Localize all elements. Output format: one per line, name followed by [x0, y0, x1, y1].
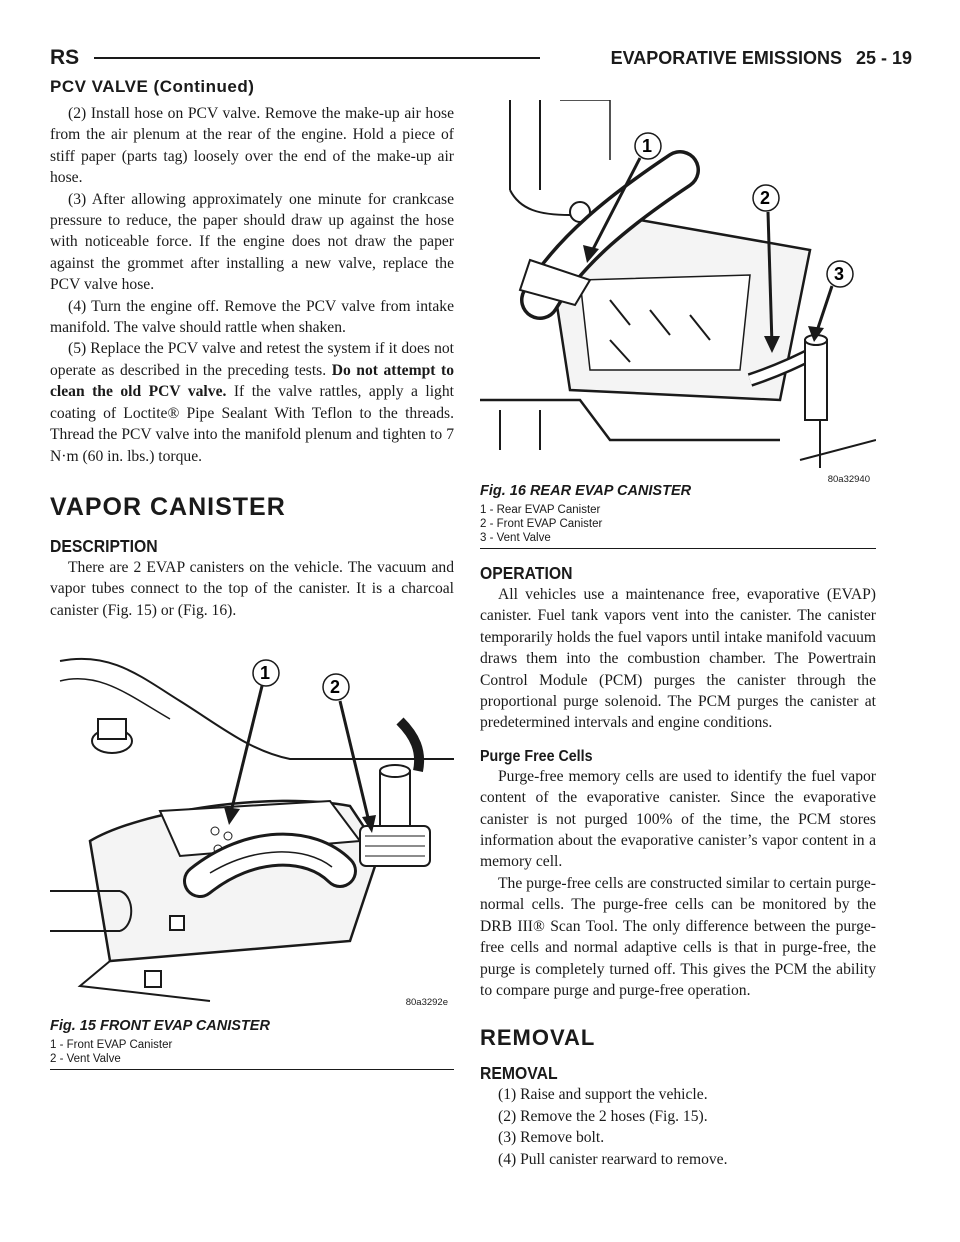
figure-16	[480, 100, 876, 549]
fig16-caption: Fig. 16 REAR EVAP CANISTER	[480, 483, 692, 499]
fig15-rule	[50, 1069, 454, 1070]
removal-subheading: REMOVAL	[480, 1063, 558, 1084]
paragraph-step-3: (3) After allowing approximately one minute for crankcase pressure to reduce, the paper should draw up against the hose with noticeable force. If the engine does not draw the paper against the grommet after installing a new valve, replace the PCV valve hose.	[50, 190, 454, 294]
removal-step: (2) Remove the 2 hoses (Fig. 15).	[498, 1107, 708, 1125]
page-number: 25 - 19	[855, 48, 912, 68]
fig16-code: 80a32940	[827, 474, 870, 485]
fig16-callout-1: 1	[642, 136, 653, 156]
fig16-legend-item: 2 - Front EVAP Canister	[480, 518, 603, 530]
fig15-callout-1: 1	[260, 663, 271, 684]
operation-paragraph: All vehicles use a maintenance free, evaporative (EVAP) canister. Fuel tank vapors vent into the canister. The canister temporarily holds the fuel vapors until intake manifold vacuum draws them into the combustion chamber. The Powertrain Control Module (PCM) purges the canister through the proportional purge solenoid. The PCM purges the canister at predetermined intervals and engine conditions.	[480, 586, 876, 732]
step-5-text-b: If the valve rattles, apply a light coating of Loctite® Pipe Sealant With Teflon to the threads. Thread the PCV valve into the manifold plenum and tighten to 7 N·m (60 in. lbs.) torque.	[50, 383, 454, 465]
paragraph-step-5	[50, 338, 454, 466]
fig16-legend-item: 1 - Rear EVAP Canister	[480, 504, 601, 516]
vapor-canister-heading: VAPOR CANISTER	[50, 492, 286, 521]
fig15-legend-item: 1 - Front EVAP Canister	[50, 1039, 173, 1052]
rear-evap-canister-illustration	[480, 100, 876, 468]
fig15-legend	[50, 1038, 454, 1066]
step-5-text-a: (5) Replace the PCV valve and retest the system if it does not operate as described in the preceding tests.	[50, 340, 454, 379]
removal-step: (1) Raise and support the vehicle.	[498, 1086, 708, 1104]
purge-free-cells-heading: Purge Free Cells	[480, 747, 593, 765]
paragraph-step-4: (4) Turn the engine off. Remove the PCV valve from intake manifold. The valve should rattle when shaken.	[50, 297, 454, 337]
purge-free-paragraph-1: Purge-free memory cells are used to identify the fuel vapor content of the evaporative canister. Since the evaporative canister is not purged 100% of the time, the PCM stores information about the evaporative canister’s vapor content in a memory cell.	[480, 767, 876, 871]
removal-step: (4) Pull canister rearward to remove.	[498, 1150, 728, 1168]
fig16-legend	[480, 503, 876, 545]
fig15-caption: Fig. 15 FRONT EVAP CANISTER	[50, 1018, 270, 1035]
fig15-callout-2: 2	[330, 677, 341, 698]
header-rule	[94, 57, 540, 59]
header-title	[611, 44, 912, 72]
fig16-callout-3: 3	[834, 264, 845, 284]
paragraph-step-2: (2) Install hose on PCV valve. Remove the make-up air hose from the air plenum at the rear of the engine. Hold a piece of stiff paper (parts tag) loosely over the end of the make-up air hose.	[50, 105, 454, 187]
header-manual-code: RS	[50, 46, 80, 69]
front-evap-canister-illustration	[50, 641, 454, 1011]
fig15-legend-item: 2 - Vent Valve	[50, 1053, 121, 1066]
figure-15	[50, 641, 454, 1070]
removal-step: (3) Remove bolt.	[498, 1129, 605, 1147]
description-heading: DESCRIPTION	[50, 535, 158, 556]
fig16-callout-2: 2	[760, 188, 771, 208]
step-5-warning: Do not attempt to clean the old PCV valve.	[50, 361, 454, 401]
left-column	[50, 103, 454, 1070]
header-section-title: EVAPORATIVE EMISSIONS	[610, 48, 842, 68]
fig16-legend-item: 3 - Vent Valve	[480, 532, 551, 544]
fig16-rule	[480, 548, 876, 549]
operation-heading: OPERATION	[480, 563, 573, 583]
purge-free-paragraph-2: The purge-free cells are constructed similar to certain purge-normal cells. The purge-free cells can be monitored by the DRB III® Scan Tool. The only difference between the purge-free cells and normal adaptive cells is that in purge-free, the purge is completely turned off. This gives the PCM the ability to compare purge and purge-free operation.	[480, 874, 876, 999]
page-header	[50, 44, 912, 72]
right-column	[480, 100, 876, 1170]
removal-heading: REMOVAL	[480, 1025, 596, 1051]
description-paragraph: There are 2 EVAP canisters on the vehicle. The vacuum and vapor tubes connect to the top of the canister. It is a charcoal canister (Fig. 15) or (Fig. 16).	[50, 558, 454, 619]
continued-section-title: PCV VALVE (Continued)	[50, 77, 255, 96]
fig15-code: 80a3292e	[405, 997, 448, 1009]
